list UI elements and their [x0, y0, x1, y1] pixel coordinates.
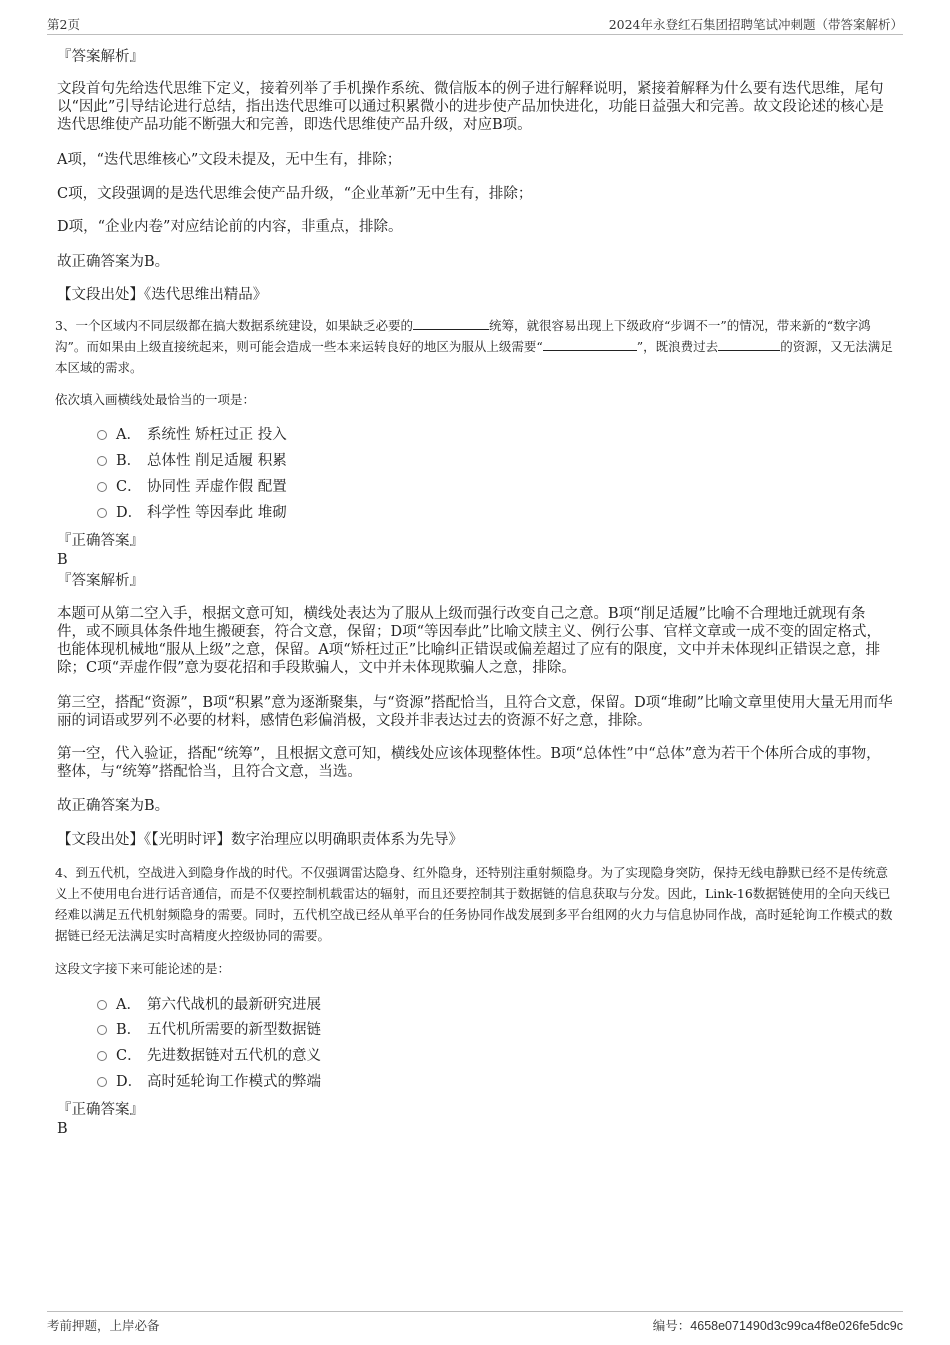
q4-question: 这段文字接下来可能论述的是：: [55, 961, 231, 976]
q4-option-d[interactable]: D． 高时延轮询工作模式的弊端: [97, 1073, 321, 1091]
q2-analysis-para-1: 文段首句先给迭代思维下定义，接着列举了手机操作系统、微信版本的例子进行解释说明，紧接着解释为什么要有迭代思维，尾句以“因此”引导结论进行总结，指出迭代思维可以通过积累微小的进步使产品加快进化，功能日益强大和完善。故文段论述的核心是迭代思维使产品功能不断强大和完善，即迭代思维使产品升级，对应B项。: [57, 81, 884, 133]
q3-option-d[interactable]: D． 科学性 等因奉此 堆砌: [97, 504, 287, 522]
q3-option-b[interactable]: B． 总体性 削足适履 积累: [97, 452, 287, 470]
q3-option-c[interactable]: C． 协同性 弄虚作假 配置: [97, 478, 287, 496]
radio-icon[interactable]: [97, 1025, 107, 1035]
radio-icon[interactable]: [97, 508, 107, 518]
q2-analysis-heading: 『答案解析』: [57, 49, 144, 65]
radio-icon[interactable]: [97, 456, 107, 466]
q3-analysis-para-3: 第一空，代入验证，搭配“统筹”，且根据文意可知，横线处应该体现整体性。B项“总体性”中“总体”意为若干个体所合成的事物，整体，与“统筹”搭配恰当，且符合文意，当选。: [57, 746, 881, 780]
q4-stem: 4、到五代机，空战进入到隐身作战的时代。不仅强调雷达隐身、红外隐身，还特别注重射频隐身。为了实现隐身突防，保持无线电静默已经不是传统意义上不使用电台进行话音通信，而是不仅要控制机载雷达的辐射，而且还要控制其于数据链的信息获取与分发。因此，Link-16数据链使用的全向天线已经难以满足五代机射频隐身的需要。同时，五代机空战已经从单平台的任务协同作战发展到多平台组网的火力与信息协同作战，高时延轮询工作模式的数据链已经无法满足实时高精度火控级协同的需要。: [55, 865, 893, 943]
q4-option-a[interactable]: A． 第六代战机的最新研究进展: [97, 996, 321, 1014]
q3-blank-1: [413, 316, 489, 330]
q2-conclusion: 故正确答案为B。: [57, 254, 170, 270]
radio-icon[interactable]: [97, 1077, 107, 1087]
q3-conclusion: 故正确答案为B。: [57, 798, 170, 814]
q3-analysis-para-2: 第三空，搭配“资源”，B项“积累”意为逐渐聚集，与“资源”搭配恰当，且符合文意，保留。D项“堆砌”比喻文章里使用大量无用而华丽的词语或罗列不必要的材料，感情色彩偏消极，文段并非表达过去的资源不好之意，排除。: [57, 695, 893, 729]
page-number: 第2页: [47, 17, 80, 32]
q3-blank-3: [718, 337, 780, 351]
q3-stem: 3、一个区域内不同层级都在搞大数据系统建设，如果缺乏必要的 统筹，就很容易出现上下级政府“步调不一”的情况，带来新的“数字鸿沟”。而如果由上级直接统起来，则可能会造成一些本来运转良好的地区为服从上级需要“ ”，既浪费过去 的资源，又无法满足本区域的需求。: [55, 318, 893, 375]
radio-icon[interactable]: [97, 1000, 107, 1010]
radio-icon[interactable]: [97, 1051, 107, 1061]
q3-answer: B: [57, 552, 68, 568]
q2-analysis-para-4: D项，“企业内卷”对应结论前的内容，非重点，排除。: [57, 219, 403, 235]
q3-blank-2: [543, 337, 637, 351]
q2-analysis-para-2: A项，“迭代思维核心”文段未提及，无中生有，排除；: [57, 152, 402, 168]
q3-analysis-heading: 『答案解析』: [57, 573, 144, 589]
document-id: 编号：4658e071490d3c99ca4f8e026fe5dc9c: [652, 1318, 903, 1333]
q3-question: 依次填入画横线处最恰当的一项是：: [55, 392, 256, 407]
q3-option-a[interactable]: A． 系统性 矫枉过正 投入: [97, 426, 287, 444]
page-footer: [47, 1311, 903, 1336]
q3-analysis-para-1: 本题可从第二空入手，根据文意可知，横线处表达为了服从上级而强行改变自己之意。B项“削足适履”比喻不合理地迁就现有条件，或不顾具体条件地生搬硬套，符合文意，保留；D项“等因奉此”比喻文牍主义、例行公事、官样文章或一成不变的固定格式，也能体现机械地“服从上级”之意，保留。A项“矫枉过正”比喻纠正错误或偏差超过了应有的限度，文中并未体现纠正错误之意，排除；C项“弄虚作假”意为耍花招和手段欺骗人，文中并未体现欺骗人之意，排除。: [57, 606, 881, 676]
footer-slogan: 考前押题，上岸必备: [47, 1318, 160, 1333]
q4-answer-heading: 『正确答案』: [57, 1102, 144, 1118]
q4-option-c[interactable]: C． 先进数据链对五代机的意义: [97, 1047, 321, 1065]
radio-icon[interactable]: [97, 482, 107, 492]
q3-source: 【文段出处】《【光明时评】数字治理应以明确职责体系为先导》: [57, 832, 463, 848]
q2-analysis-para-3: C项，文段强调的是迭代思维会使产品升级，“企业革新”无中生有，排除；: [57, 186, 533, 202]
radio-icon[interactable]: [97, 430, 107, 440]
q4-option-b[interactable]: B． 五代机所需要的新型数据链: [97, 1021, 321, 1039]
page-header: [47, 14, 903, 35]
q4-answer: B: [57, 1121, 68, 1137]
q2-source: 【文段出处】《迭代思维出精品》: [57, 287, 268, 303]
q3-answer-heading: 『正确答案』: [57, 533, 144, 549]
document-title: 2024年永登红石集团招聘笔试冲刺题（带答案解析）: [608, 17, 903, 32]
